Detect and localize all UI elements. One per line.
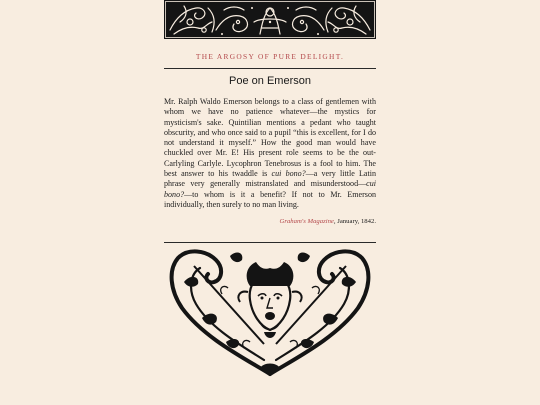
- body-text-segment: Mr. Ralph Waldo Emerson belongs to a class of gentlemen with whom we have no patience whatever—the mystics for mysticism's sake. Quintilian mentions a pedant who taught obscurity, and who once said to a pupil “this is excellent, for I do not understand it myself.” How the good man would have chuckled over Mr. E! His present role seems to be the out-Carlyling Carlyle. Lycophron Tenebrosus is a fool to him. The best answer to his twaddle is: [164, 97, 376, 179]
- body-italic-phrase: cui bono?: [164, 179, 376, 199]
- body-text-segment: —a very little Latin phrase very generally mistranslated and misunderstood—: [164, 169, 376, 189]
- article-title: Poe on Emerson: [229, 75, 311, 87]
- top-woodcut-ornament: [164, 0, 376, 39]
- body-text-segment: —to whom is it a benefit? If not to Mr. Emerson individually, then surely to no man living.: [164, 189, 376, 209]
- body-italic-phrase: cui bono?: [271, 169, 306, 179]
- mask-tailpiece-ornament: [164, 248, 376, 378]
- source-publication: Graham's Magazine: [279, 218, 334, 225]
- article-body: [164, 97, 376, 210]
- footer-rule: [164, 242, 376, 243]
- running-header: THE ARGOSY OF PURE DELIGHT.: [195, 52, 345, 61]
- source-citation: [164, 218, 376, 225]
- header-rule: [164, 68, 376, 69]
- source-date: , January, 1842.: [333, 218, 376, 225]
